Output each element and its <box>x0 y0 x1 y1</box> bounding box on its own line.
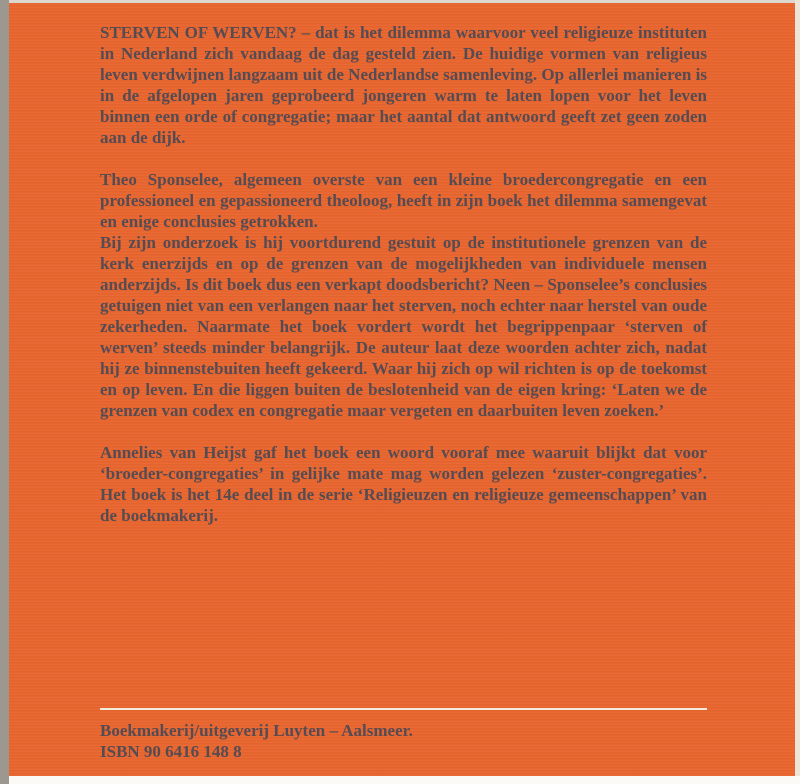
publisher-footer <box>100 708 707 762</box>
publisher-line: Boekmakerij/uitgeverij Luyten – Aalsmeer. <box>100 721 413 740</box>
blurb-paragraph-author: Theo Sponselee, algemeen overste van een kleine broedercongregatie en een professioneel en gepassioneerd theoloog, heeft in zijn boek het dilemma samengevat en enige conclusies getrokken. <box>100 170 707 231</box>
isbn-line: ISBN 90 6416 148 8 <box>100 742 242 761</box>
blurb-paragraph-preface: Annelies van Heijst gaf het boek een woord vooraf mee waaruit blijkt dat voor ‘broeder-congregaties’ in gelijke mate mag worden gelezen ‘zuster-congregaties’. Het boek is het 14e deel in de serie ‘Religieuzen en religieuze gemeenschappen’ van de boekmakerij. <box>100 443 707 525</box>
blurb-paragraph-research: Bij zijn onderzoek is hij voortdurend gestuit op de institutionele grenzen van de kerk enerzijds en op de grenzen van de mogelijkheden van individuele mensen anderzijds. Is dit boek dus een verkapt doodsbericht? Neen – Sponselee’s conclusies getuigen niet van een verlangen naar het sterven, noch echter naar herstel van oude zekerheden. Naarmate het boek vordert wordt het begrippenpaar ‘sterven of werven’ steeds minder belangrijk. De auteur laat deze woorden achter zich, nadat hij ze binnenstebuiten heeft gekeerd. Waar hij zich op wil richten is op de toekomst en op leven. En die liggen buiten de beslotenheid van de eigen kring: ‘Laten we de grenzen van codex en congregatie maar vergeten en daarbuiten leven zoeken.’ <box>100 233 707 420</box>
book-cover <box>9 3 795 776</box>
scan-edge-right <box>795 0 800 784</box>
scan-edge-bottom <box>9 776 800 784</box>
blurb-text <box>100 22 707 526</box>
blurb-paragraph-intro: STERVEN OF WERVEN? – dat is het dilemma waarvoor veel religieuze instituten in Nederland zich vandaag de dag gesteld zien. De huidige vormen van religieus leven verdwijnen langzaam uit de Nederlandse samenleving. Op allerlei manieren is in de afgelopen jaren geprobeerd jongeren warm te laten lopen voor het leven binnen een orde of congregatie; maar het aantal dat antwoord geeft zet geen zoden aan de dijk. <box>100 23 707 147</box>
footer-divider <box>100 708 707 710</box>
scan-edge-left <box>0 0 9 784</box>
